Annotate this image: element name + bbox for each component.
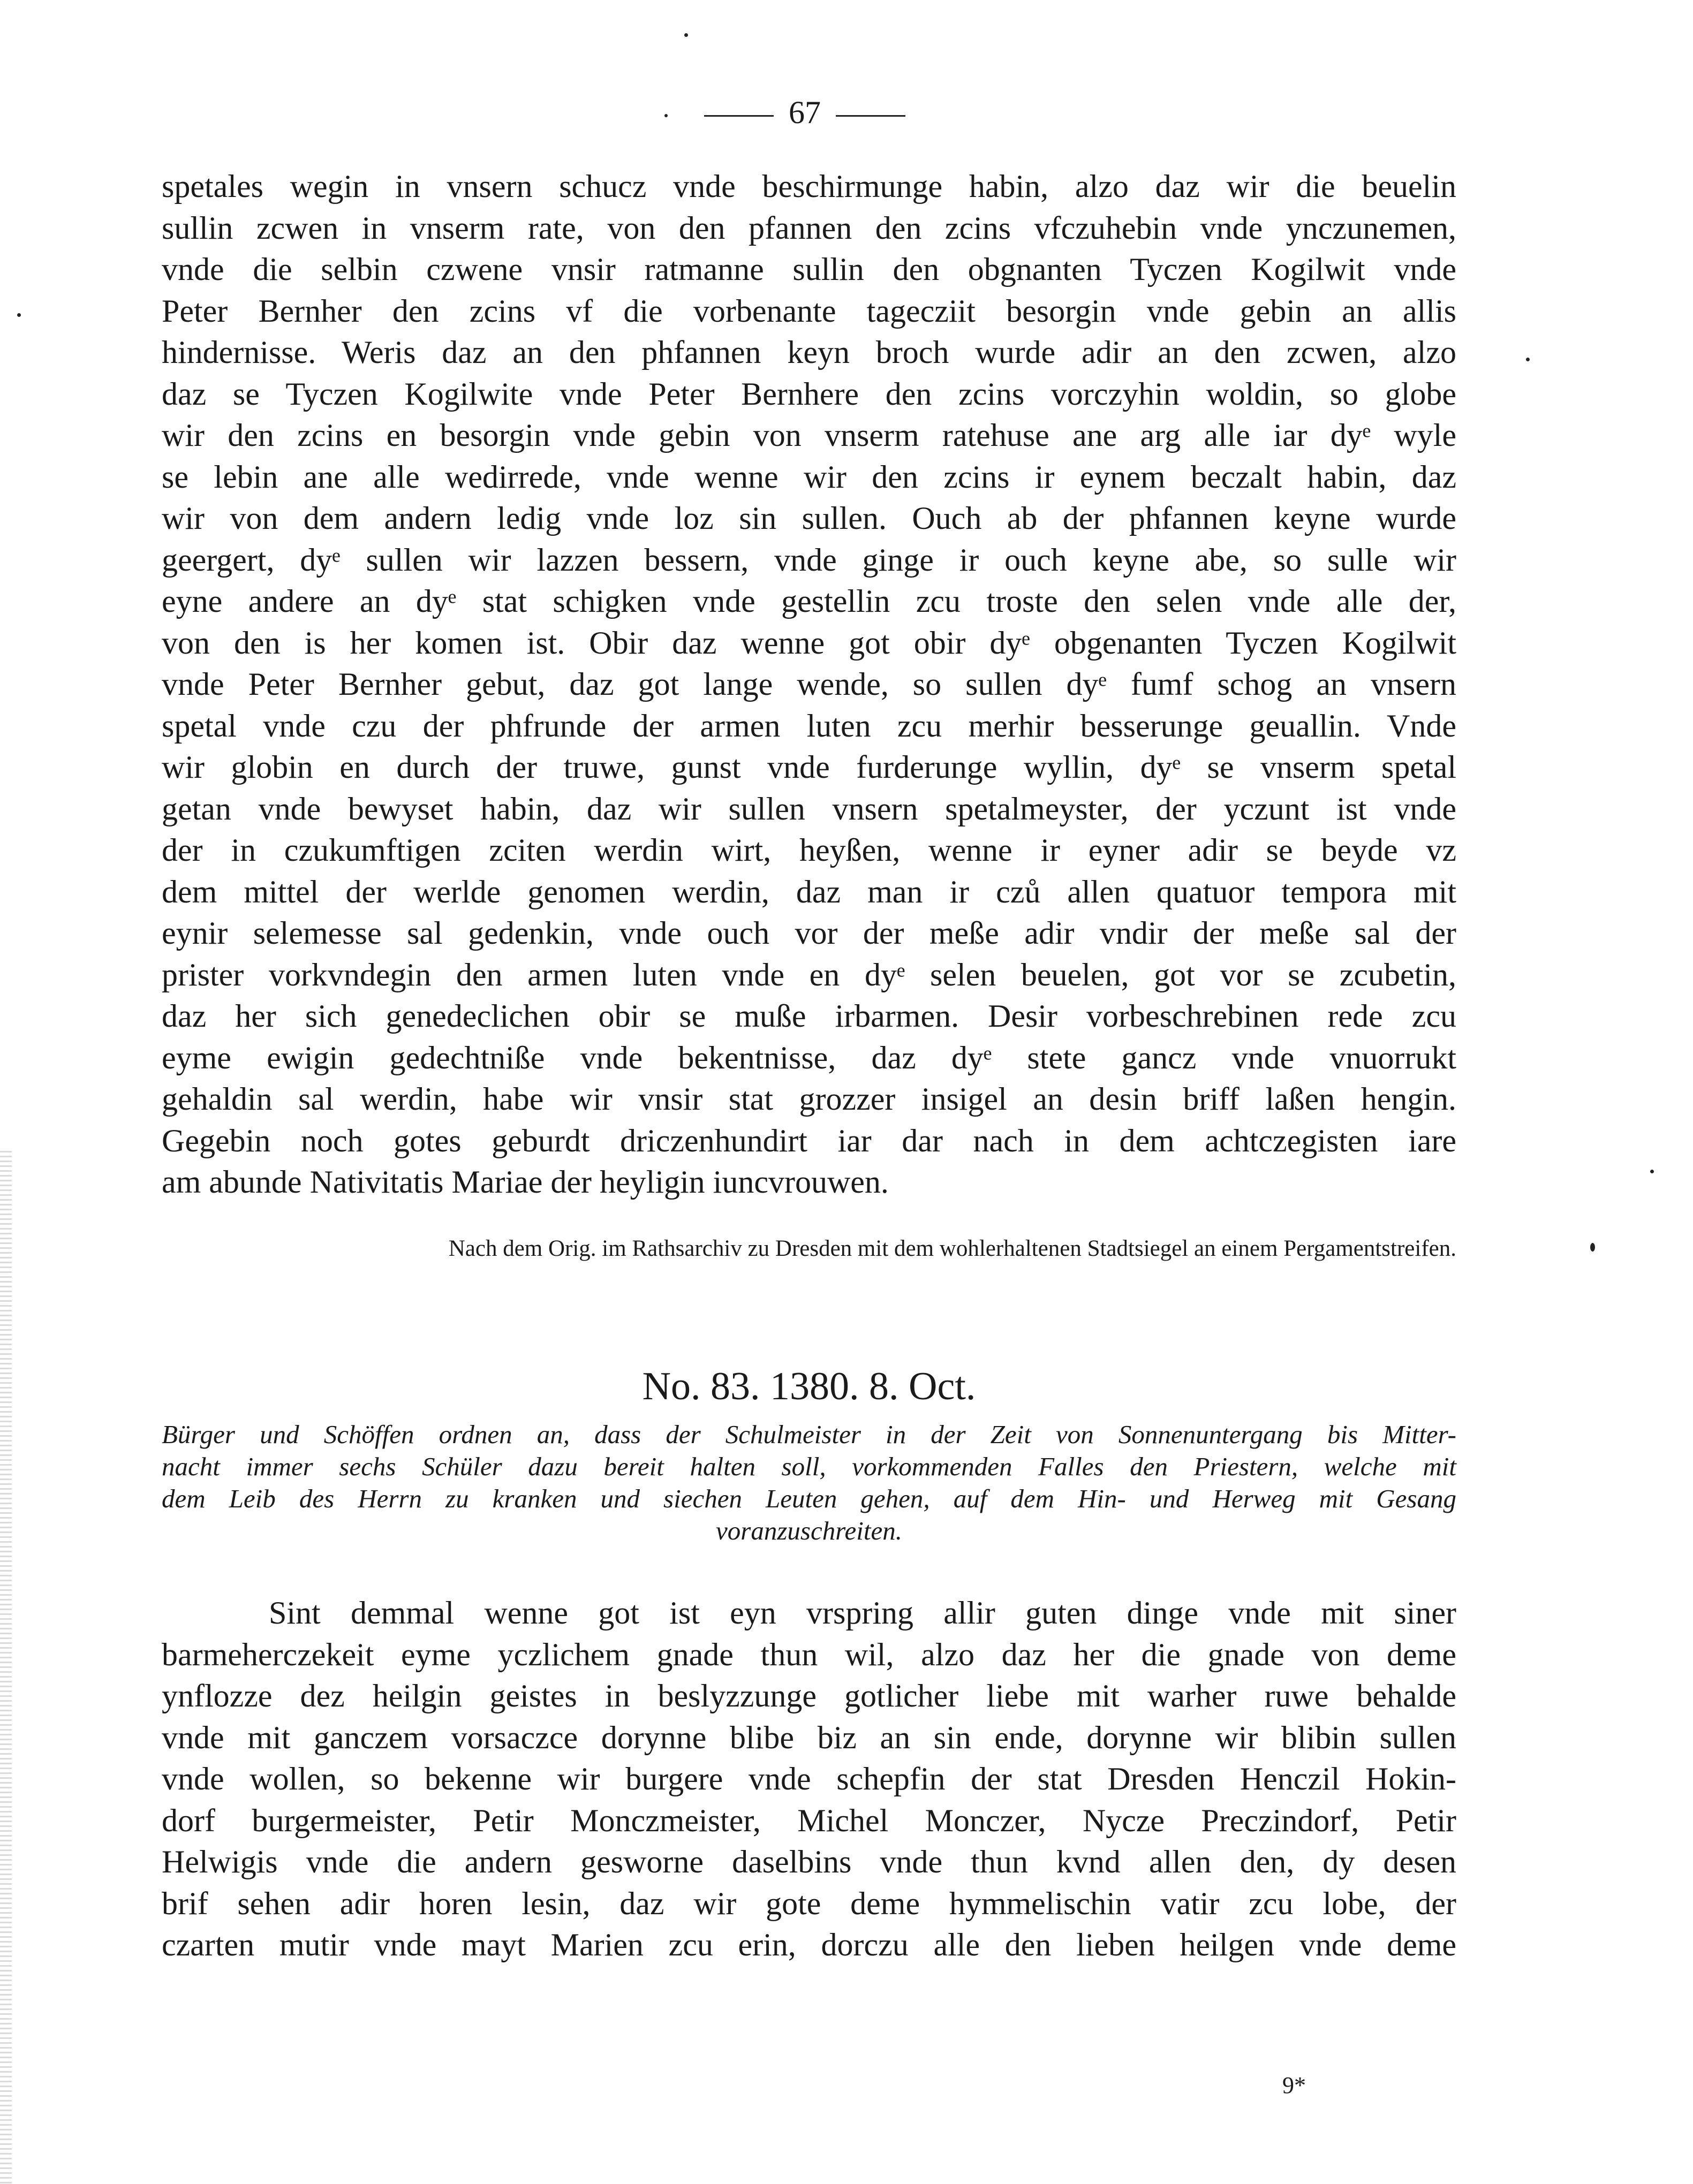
text-line: vnde wollen, so bekenne wir burgere vnde schepfin der stat Dresden Henczil Hokin- xyxy=(162,1761,1456,1796)
text-line: dem mittel der werlde genomen werdin, daz man ir czů allen quatuor tempora mit xyxy=(162,874,1456,909)
scan-speck xyxy=(684,33,688,37)
text-line: spetales wegin in vnsern schucz vnde beschirmunge habin, alzo daz wir die beuelin xyxy=(162,169,1456,204)
text-line: se lebin ane alle wedirrede, vnde wenne wir den zcins ir eynem beczalt habin, daz xyxy=(162,459,1456,495)
text-line: am abunde Nativitatis Mariae der heyligin iuncvrouwen. xyxy=(162,1164,889,1200)
text-line: barmeherczekeit eyme yczlichem gnade thun wil, alzo daz her die gnade von deme xyxy=(162,1636,1456,1672)
text-line: Peter Bernher den zcins vf die vorbenante tagecziit besorgin vnde gebin an allis xyxy=(162,293,1456,329)
text-line: dorf burgermeister, Petir Monczmeister, Michel Monczer, Nycze Preczindorf, Petir xyxy=(162,1802,1456,1838)
summary-line: nacht immer sechs Schüler dazu bereit halten soll, vorkommenden Falles den Priestern, welche mit xyxy=(162,1452,1456,1481)
charter-text-no-83 xyxy=(162,1592,1456,1966)
header-rule-right xyxy=(836,115,905,117)
scan-speck xyxy=(1526,358,1530,361)
text-line: vnde mit ganczem vorsaczce dorynne blibe biz an sin ende, dorynne wir blibin sullen xyxy=(162,1719,1456,1755)
text-line: vnde die selbin czwene vnsir ratmanne sullin den obgnanten Tyczen Kogilwit vnde xyxy=(162,252,1456,287)
summary-line: Bürger und Schöffen ordnen an, dass der Schulmeister in der Zeit von Sonnenuntergang bis Mitter- xyxy=(162,1420,1456,1449)
text-line: Sint demmal wenne got ist eyn vrspring allir guten dinge vnde mit siner xyxy=(269,1595,1456,1631)
summary-line: dem Leib des Herrn zu kranken und siechen Leuten gehen, auf dem Hin- und Herweg mit Gesang xyxy=(162,1484,1456,1513)
text-line: wir von dem andern ledig vnde loz sin sullen. Ouch ab der phfannen keyne wurde xyxy=(162,500,1456,536)
text-line: prister vorkvndegin den armen luten vnde en dyᵉ selen beuelen, got vor se zcubetin, xyxy=(162,957,1456,992)
text-line: getan vnde bewyset habin, daz wir sullen vnsern spetalmeyster, der yczunt ist vnde xyxy=(162,791,1456,826)
scan-speck xyxy=(17,313,21,317)
page-number-header xyxy=(643,94,942,131)
text-line: ynflozze dez heilgin geistes in beslyzzunge gotlicher liebe mit warher ruwe behalde xyxy=(162,1678,1456,1713)
text-line: hindernisse. Weris daz an den phfannen keyn broch wurde adir an den zcwen, alzo xyxy=(162,335,1456,370)
text-line: wir globin en durch der truwe, gunst vnde furderunge wyllin, dyᵉ se vnserm spetal xyxy=(162,749,1456,785)
text-line: von den is her komen ist. Obir daz wenne got obir dyᵉ obgenanten Tyczen Kogilwit xyxy=(162,625,1456,661)
text-line: czarten mutir vnde mayt Marien zcu erin, dorczu alle den lieben heilgen vnde deme xyxy=(162,1927,1456,1962)
summary-line: voranzuschreiten. xyxy=(716,1516,902,1545)
text-line: daz her sich genedeclichen obir se muße irbarmen. Desir vorbeschrebinen rede zcu xyxy=(162,998,1456,1034)
charter-text-continued xyxy=(162,166,1456,1203)
text-line: gehaldin sal werdin, habe wir vnsir stat grozzer insigel an desin briff laßen hengin. xyxy=(162,1081,1456,1117)
text-line: wir den zcins en besorgin vnde gebin von vnserm ratehuse ane arg alle iar dyᵉ wyle xyxy=(162,418,1456,453)
text-line: sullin zcwen in vnserm rate, von den pfannen den zcins vfczuhebin vnde ynczunemen, xyxy=(162,210,1456,246)
header-dot xyxy=(664,114,668,117)
scan-speck xyxy=(1590,1243,1595,1252)
text-line: eyme ewigin gedechtniße vnde bekentnisse, daz dyᵉ stete gancz vnde vnuorrukt xyxy=(162,1040,1456,1075)
text-line: eynir selemesse sal gedenkin, vnde ouch vor der meße adir vndir der meße sal der xyxy=(162,915,1456,951)
signature-mark: 9* xyxy=(1282,2072,1306,2098)
text-line: geergert, dyᵉ sullen wir lazzen bessern, vnde ginge ir ouch keyne abe, so sulle wir xyxy=(162,542,1456,578)
document-summary xyxy=(162,1419,1456,1547)
text-line: brif sehen adir horen lesin, daz wir gote deme hymmelischin vatir zcu lobe, der xyxy=(162,1885,1456,1921)
text-line: vnde Peter Bernher gebut, daz got lange wende, so sullen dyᵉ fumf schog an vnsern xyxy=(162,666,1456,702)
document-heading: No. 83. 1380. 8. Oct. xyxy=(642,1364,976,1408)
source-note: Nach dem Orig. im Rathsarchiv zu Dresden mit dem wohlerhaltenen Stadtsiegel an einem Pergamentstreifen. xyxy=(448,1236,1456,1261)
text-line: spetal vnde czu der phfrunde der armen luten zcu merhir besserunge geuallin. Vnde xyxy=(162,708,1456,744)
text-line: daz se Tyczen Kogilwite vnde Peter Bernhere den zcins vorczyhin woldin, so globe xyxy=(162,376,1456,412)
text-line: der in czukumftigen zciten werdin wirt, heyßen, wenne ir eyner adir se beyde vz xyxy=(162,832,1456,868)
header-rule-left xyxy=(704,115,774,117)
text-line: Gegebin noch gotes geburdt driczenhundirt iar dar nach in dem achtczegisten iare xyxy=(162,1123,1456,1158)
text-line: Helwigis vnde die andern gesworne daselbins vnde thun kvnd allen den, dy desen xyxy=(162,1844,1456,1879)
scan-edge-shadow xyxy=(0,1151,12,2184)
page-number: 67 xyxy=(789,95,821,130)
text-line: eyne andere an dyᵉ stat schigken vnde gestellin zcu troste den selen vnde alle der, xyxy=(162,583,1456,619)
scan-speck xyxy=(1650,1170,1654,1173)
